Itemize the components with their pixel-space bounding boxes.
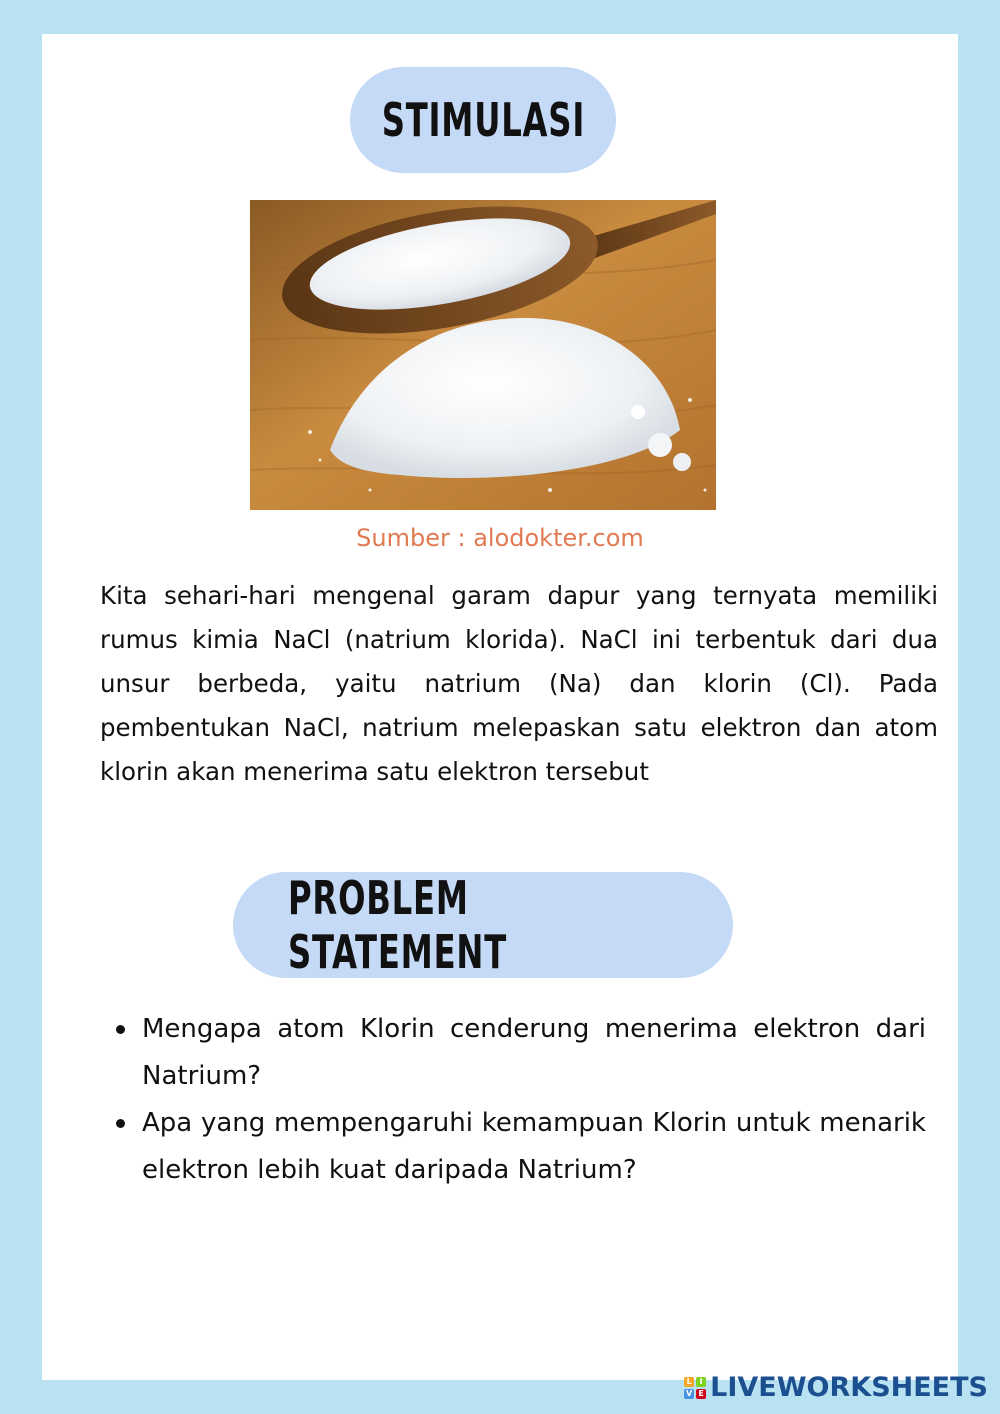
liveworksheets-brand (684, 1372, 988, 1403)
worksheet-page (42, 34, 958, 1380)
problem-question-1: Mengapa atom Klorin cenderung menerima elektron dari Natrium? (142, 1006, 926, 1100)
logo-tile-1: L (684, 1377, 694, 1387)
logo-tile-4: E (696, 1389, 706, 1399)
problem-statement-heading-text: PROBLEM STATEMENT (288, 871, 508, 979)
problem-question-list (142, 1006, 926, 1194)
stimulasi-heading (350, 67, 616, 173)
problem-statement-heading (233, 872, 733, 978)
image-source-caption: Sumber : alodokter.com (356, 524, 644, 552)
problem-question-2: Apa yang mempengaruhi kemampuan Klorin untuk menarik elektron lebih kuat daripada Natrium? (142, 1100, 926, 1194)
liveworksheets-logo-icon (684, 1377, 706, 1399)
stimulasi-heading-text: STIMULASI (381, 93, 585, 147)
logo-tile-2: I (696, 1377, 706, 1387)
salt-spoon-illustration (250, 200, 716, 510)
stimulus-paragraph: Kita sehari-hari mengenal garam dapur yang ternyata memiliki rumus kimia NaCl (natrium klorida). NaCl ini terbentuk dari dua unsur berbeda, yaitu natrium (Na) dan klorin (Cl). Pada pembentukan NaCl, natrium melepaskan satu elektron dan atom klorin akan menerima satu elektron tersebut (100, 581, 938, 786)
liveworksheets-brand-text: LIVEWORKSHEETS (710, 1372, 988, 1403)
logo-tile-3: V (686, 1389, 693, 1398)
salt-photo (250, 200, 716, 510)
